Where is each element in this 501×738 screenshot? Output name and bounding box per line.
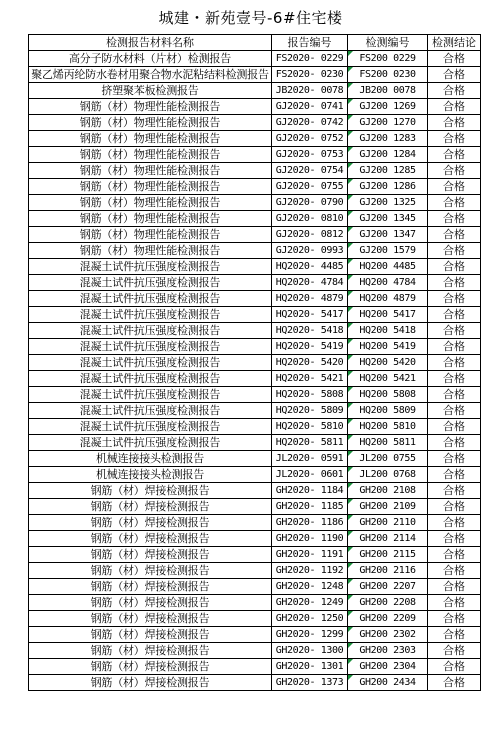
cell-material-name: 混凝土试件抗压强度检测报告 bbox=[29, 387, 272, 403]
cell-report-number: HQ2020- 5808 bbox=[272, 387, 348, 403]
cell-conclusion: 合格 bbox=[428, 179, 481, 195]
cell-report-number: GJ2020- 0755 bbox=[272, 179, 348, 195]
cell-conclusion: 合格 bbox=[428, 371, 481, 387]
cell-test-number: GJ200 1286 bbox=[348, 179, 428, 195]
cell-test-number: HQ200 5417 bbox=[348, 307, 428, 323]
cell-test-number: HQ200 4784 bbox=[348, 275, 428, 291]
cell-test-number: GJ200 1283 bbox=[348, 131, 428, 147]
cell-report-number: HQ2020- 5417 bbox=[272, 307, 348, 323]
cell-report-number: HQ2020- 5419 bbox=[272, 339, 348, 355]
cell-conclusion: 合格 bbox=[428, 115, 481, 131]
table-row bbox=[29, 259, 481, 275]
cell-material-name: 钢筋（材）焊接检测报告 bbox=[29, 675, 272, 691]
table-row bbox=[29, 627, 481, 643]
cell-material-name: 机械连接接头检测报告 bbox=[29, 467, 272, 483]
sheet-title: 城建・新苑壹号-6#住宅楼 bbox=[158, 9, 343, 27]
cell-material-name: 钢筋（材）物理性能检测报告 bbox=[29, 147, 272, 163]
cell-test-number: GJ200 1269 bbox=[348, 99, 428, 115]
report-table bbox=[28, 34, 481, 691]
cell-test-number: GH200 2208 bbox=[348, 595, 428, 611]
cell-test-number: HQ200 5809 bbox=[348, 403, 428, 419]
cell-conclusion: 合格 bbox=[428, 611, 481, 627]
cell-report-number: GH2020- 1190 bbox=[272, 531, 348, 547]
table-row bbox=[29, 451, 481, 467]
header-test-number: 检测编号 bbox=[348, 35, 428, 51]
table-row bbox=[29, 483, 481, 499]
cell-conclusion: 合格 bbox=[428, 211, 481, 227]
cell-material-name: 混凝土试件抗压强度检测报告 bbox=[29, 323, 272, 339]
cell-report-number: GH2020- 1191 bbox=[272, 547, 348, 563]
table-row bbox=[29, 275, 481, 291]
cell-report-number: JB2020- 0078 bbox=[272, 83, 348, 99]
cell-report-number: GH2020- 1250 bbox=[272, 611, 348, 627]
table-row bbox=[29, 355, 481, 371]
cell-report-number: HQ2020- 5418 bbox=[272, 323, 348, 339]
header-conclusion: 检测结论 bbox=[428, 35, 481, 51]
table-row bbox=[29, 307, 481, 323]
cell-report-number: GH2020- 1373 bbox=[272, 675, 348, 691]
cell-material-name: 钢筋（材）焊接检测报告 bbox=[29, 483, 272, 499]
cell-material-name: 混凝土试件抗压强度检测报告 bbox=[29, 307, 272, 323]
cell-test-number: HQ200 4879 bbox=[348, 291, 428, 307]
cell-conclusion: 合格 bbox=[428, 83, 481, 99]
cell-material-name: 混凝土试件抗压强度检测报告 bbox=[29, 403, 272, 419]
cell-report-number: HQ2020- 4784 bbox=[272, 275, 348, 291]
table-row bbox=[29, 83, 481, 99]
cell-conclusion: 合格 bbox=[428, 131, 481, 147]
table-row bbox=[29, 371, 481, 387]
table-row bbox=[29, 163, 481, 179]
table-row bbox=[29, 147, 481, 163]
cell-test-number: HQ200 4485 bbox=[348, 259, 428, 275]
cell-conclusion: 合格 bbox=[428, 675, 481, 691]
cell-report-number: HQ2020- 5811 bbox=[272, 435, 348, 451]
cell-conclusion: 合格 bbox=[428, 291, 481, 307]
cell-material-name: 混凝土试件抗压强度检测报告 bbox=[29, 371, 272, 387]
header-material-name: 检测报告材料名称 bbox=[29, 35, 272, 51]
cell-conclusion: 合格 bbox=[428, 163, 481, 179]
cell-report-number: GH2020- 1249 bbox=[272, 595, 348, 611]
cell-report-number: GJ2020- 0742 bbox=[272, 115, 348, 131]
cell-test-number: GJ200 1285 bbox=[348, 163, 428, 179]
cell-test-number: GH200 2434 bbox=[348, 675, 428, 691]
cell-report-number: GJ2020- 0752 bbox=[272, 131, 348, 147]
cell-report-number: GJ2020- 0812 bbox=[272, 227, 348, 243]
cell-material-name: 钢筋（材）物理性能检测报告 bbox=[29, 163, 272, 179]
cell-conclusion: 合格 bbox=[428, 531, 481, 547]
table-row bbox=[29, 611, 481, 627]
cell-report-number: GJ2020- 0790 bbox=[272, 195, 348, 211]
cell-material-name: 钢筋（材）物理性能检测报告 bbox=[29, 179, 272, 195]
cell-material-name: 钢筋（材）焊接检测报告 bbox=[29, 515, 272, 531]
cell-test-number: GH200 2109 bbox=[348, 499, 428, 515]
cell-report-number: GH2020- 1300 bbox=[272, 643, 348, 659]
cell-test-number: GH200 2207 bbox=[348, 579, 428, 595]
cell-conclusion: 合格 bbox=[428, 419, 481, 435]
cell-report-number: HQ2020- 5809 bbox=[272, 403, 348, 419]
cell-material-name: 钢筋（材）焊接检测报告 bbox=[29, 531, 272, 547]
cell-report-number: JL2020- 0591 bbox=[272, 451, 348, 467]
cell-conclusion: 合格 bbox=[428, 259, 481, 275]
cell-report-number: GJ2020- 0753 bbox=[272, 147, 348, 163]
cell-material-name: 钢筋（材）焊接检测报告 bbox=[29, 643, 272, 659]
table-row bbox=[29, 387, 481, 403]
cell-material-name: 聚乙烯丙纶防水卷材用聚合物水泥粘结料检测报告 bbox=[29, 67, 272, 83]
cell-material-name: 挤塑聚苯板检测报告 bbox=[29, 83, 272, 99]
table-row bbox=[29, 547, 481, 563]
table-row bbox=[29, 579, 481, 595]
cell-conclusion: 合格 bbox=[428, 483, 481, 499]
cell-material-name: 钢筋（材）物理性能检测报告 bbox=[29, 243, 272, 259]
cell-material-name: 混凝土试件抗压强度检测报告 bbox=[29, 275, 272, 291]
cell-conclusion: 合格 bbox=[428, 195, 481, 211]
cell-test-number: HQ200 5808 bbox=[348, 387, 428, 403]
cell-report-number: GH2020- 1185 bbox=[272, 499, 348, 515]
cell-test-number: GH200 2116 bbox=[348, 563, 428, 579]
cell-report-number: GJ2020- 0754 bbox=[272, 163, 348, 179]
cell-material-name: 混凝土试件抗压强度检测报告 bbox=[29, 419, 272, 435]
cell-test-number: GH200 2303 bbox=[348, 643, 428, 659]
cell-report-number: HQ2020- 4485 bbox=[272, 259, 348, 275]
cell-test-number: GH200 2115 bbox=[348, 547, 428, 563]
cell-conclusion: 合格 bbox=[428, 99, 481, 115]
cell-test-number: HQ200 5810 bbox=[348, 419, 428, 435]
cell-test-number: GH200 2302 bbox=[348, 627, 428, 643]
cell-report-number: GJ2020- 0741 bbox=[272, 99, 348, 115]
cell-test-number: HQ200 5420 bbox=[348, 355, 428, 371]
cell-material-name: 混凝土试件抗压强度检测报告 bbox=[29, 339, 272, 355]
table-row bbox=[29, 675, 481, 691]
cell-test-number: HQ200 5418 bbox=[348, 323, 428, 339]
cell-material-name: 钢筋（材）物理性能检测报告 bbox=[29, 195, 272, 211]
cell-report-number: HQ2020- 4879 bbox=[272, 291, 348, 307]
cell-conclusion: 合格 bbox=[428, 403, 481, 419]
cell-conclusion: 合格 bbox=[428, 227, 481, 243]
cell-test-number: FS200 0230 bbox=[348, 67, 428, 83]
cell-conclusion: 合格 bbox=[428, 659, 481, 675]
cell-report-number: GJ2020- 0810 bbox=[272, 211, 348, 227]
cell-conclusion: 合格 bbox=[428, 307, 481, 323]
cell-conclusion: 合格 bbox=[428, 515, 481, 531]
cell-conclusion: 合格 bbox=[428, 595, 481, 611]
cell-test-number: JL200 0755 bbox=[348, 451, 428, 467]
cell-conclusion: 合格 bbox=[428, 51, 481, 67]
table-row bbox=[29, 531, 481, 547]
cell-material-name: 钢筋（材）焊接检测报告 bbox=[29, 659, 272, 675]
table-row bbox=[29, 291, 481, 307]
cell-test-number: HQ200 5421 bbox=[348, 371, 428, 387]
cell-test-number: GH200 2110 bbox=[348, 515, 428, 531]
cell-conclusion: 合格 bbox=[428, 451, 481, 467]
cell-report-number: GH2020- 1248 bbox=[272, 579, 348, 595]
cell-report-number: GH2020- 1301 bbox=[272, 659, 348, 675]
table-row bbox=[29, 515, 481, 531]
cell-conclusion: 合格 bbox=[428, 547, 481, 563]
cell-report-number: GH2020- 1299 bbox=[272, 627, 348, 643]
cell-material-name: 钢筋（材）焊接检测报告 bbox=[29, 611, 272, 627]
cell-test-number: GJ200 1270 bbox=[348, 115, 428, 131]
cell-conclusion: 合格 bbox=[428, 579, 481, 595]
table-row bbox=[29, 403, 481, 419]
cell-report-number: HQ2020- 5810 bbox=[272, 419, 348, 435]
cell-conclusion: 合格 bbox=[428, 147, 481, 163]
table-row bbox=[29, 643, 481, 659]
table-row bbox=[29, 467, 481, 483]
cell-material-name: 钢筋（材）焊接检测报告 bbox=[29, 499, 272, 515]
cell-report-number: GH2020- 1184 bbox=[272, 483, 348, 499]
table-row bbox=[29, 563, 481, 579]
table-row bbox=[29, 227, 481, 243]
table-row bbox=[29, 339, 481, 355]
cell-test-number: GJ200 1345 bbox=[348, 211, 428, 227]
cell-test-number: GH200 2114 bbox=[348, 531, 428, 547]
table-row bbox=[29, 499, 481, 515]
table-row bbox=[29, 435, 481, 451]
cell-material-name: 混凝土试件抗压强度检测报告 bbox=[29, 259, 272, 275]
cell-test-number: JB200 0078 bbox=[348, 83, 428, 99]
table-row bbox=[29, 323, 481, 339]
cell-material-name: 钢筋（材）焊接检测报告 bbox=[29, 563, 272, 579]
table-row bbox=[29, 419, 481, 435]
cell-material-name: 钢筋（材）焊接检测报告 bbox=[29, 579, 272, 595]
cell-material-name: 高分子防水材料（片材）检测报告 bbox=[29, 51, 272, 67]
cell-conclusion: 合格 bbox=[428, 643, 481, 659]
cell-material-name: 钢筋（材）物理性能检测报告 bbox=[29, 211, 272, 227]
cell-conclusion: 合格 bbox=[428, 323, 481, 339]
cell-conclusion: 合格 bbox=[428, 275, 481, 291]
cell-material-name: 混凝土试件抗压强度检测报告 bbox=[29, 435, 272, 451]
cell-test-number: GH200 2209 bbox=[348, 611, 428, 627]
cell-report-number: HQ2020- 5421 bbox=[272, 371, 348, 387]
cell-report-number: FS2020- 0229 bbox=[272, 51, 348, 67]
cell-report-number: HQ2020- 5420 bbox=[272, 355, 348, 371]
cell-report-number: GH2020- 1186 bbox=[272, 515, 348, 531]
table-row bbox=[29, 115, 481, 131]
cell-material-name: 钢筋（材）物理性能检测报告 bbox=[29, 99, 272, 115]
cell-conclusion: 合格 bbox=[428, 339, 481, 355]
cell-test-number: GH200 2304 bbox=[348, 659, 428, 675]
cell-report-number: JL2020- 0601 bbox=[272, 467, 348, 483]
cell-test-number: GJ200 1579 bbox=[348, 243, 428, 259]
cell-material-name: 钢筋（材）焊接检测报告 bbox=[29, 547, 272, 563]
cell-test-number: GH200 2108 bbox=[348, 483, 428, 499]
cell-test-number: HQ200 5811 bbox=[348, 435, 428, 451]
cell-material-name: 混凝土试件抗压强度检测报告 bbox=[29, 355, 272, 371]
cell-test-number: JL200 0768 bbox=[348, 467, 428, 483]
cell-report-number: GJ2020- 0993 bbox=[272, 243, 348, 259]
cell-conclusion: 合格 bbox=[428, 467, 481, 483]
cell-test-number: GJ200 1347 bbox=[348, 227, 428, 243]
cell-conclusion: 合格 bbox=[428, 243, 481, 259]
header-report-number: 报告编号 bbox=[272, 35, 348, 51]
table-row bbox=[29, 67, 481, 83]
table-row bbox=[29, 595, 481, 611]
table-row bbox=[29, 211, 481, 227]
cell-test-number: GJ200 1284 bbox=[348, 147, 428, 163]
cell-conclusion: 合格 bbox=[428, 627, 481, 643]
table-row bbox=[29, 131, 481, 147]
cell-test-number: HQ200 5419 bbox=[348, 339, 428, 355]
cell-report-number: GH2020- 1192 bbox=[272, 563, 348, 579]
cell-material-name: 钢筋（材）物理性能检测报告 bbox=[29, 131, 272, 147]
cell-conclusion: 合格 bbox=[428, 563, 481, 579]
cell-report-number: FS2020- 0230 bbox=[272, 67, 348, 83]
cell-material-name: 钢筋（材）焊接检测报告 bbox=[29, 627, 272, 643]
cell-conclusion: 合格 bbox=[428, 67, 481, 83]
table-row bbox=[29, 99, 481, 115]
cell-test-number: FS200 0229 bbox=[348, 51, 428, 67]
table-row bbox=[29, 195, 481, 211]
cell-conclusion: 合格 bbox=[428, 387, 481, 403]
cell-material-name: 钢筋（材）物理性能检测报告 bbox=[29, 115, 272, 131]
table-row bbox=[29, 179, 481, 195]
cell-conclusion: 合格 bbox=[428, 499, 481, 515]
cell-material-name: 钢筋（材）焊接检测报告 bbox=[29, 595, 272, 611]
table-row bbox=[29, 51, 481, 67]
table-row bbox=[29, 659, 481, 675]
cell-material-name: 混凝土试件抗压强度检测报告 bbox=[29, 291, 272, 307]
cell-test-number: GJ200 1325 bbox=[348, 195, 428, 211]
cell-conclusion: 合格 bbox=[428, 435, 481, 451]
cell-conclusion: 合格 bbox=[428, 355, 481, 371]
table-header-row bbox=[29, 35, 481, 51]
table-row bbox=[29, 243, 481, 259]
cell-material-name: 钢筋（材）物理性能检测报告 bbox=[29, 227, 272, 243]
cell-material-name: 机械连接接头检测报告 bbox=[29, 451, 272, 467]
